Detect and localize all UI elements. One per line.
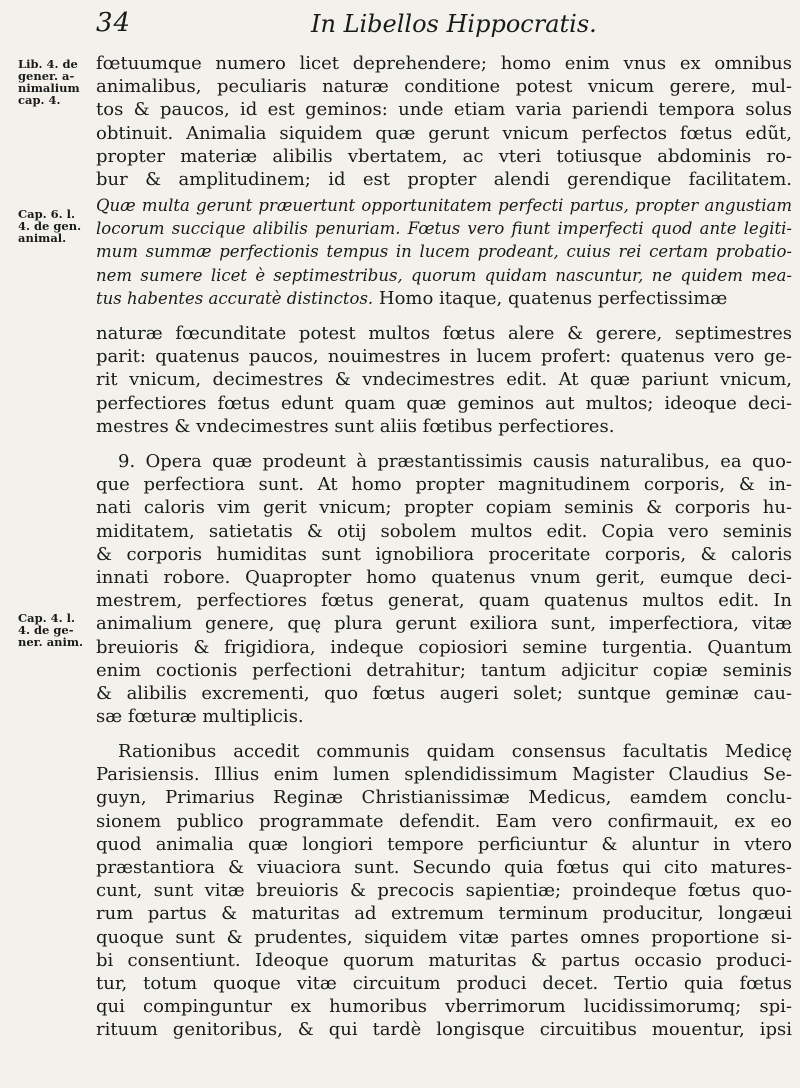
text-line: tos & paucos, id est geminos: unde etiam varia pariendi tempora solus bbox=[96, 99, 792, 121]
paragraph bbox=[96, 740, 792, 1042]
text-line: nem sumere licet è septimestribus, quorum quidam nascuntur, ne quidem mea- bbox=[96, 265, 792, 285]
margin-note: Cap. 4. l. 4. de ge- ner. anim. bbox=[18, 611, 84, 649]
page-header bbox=[96, 6, 780, 46]
page-number: 34 bbox=[96, 8, 132, 38]
text-line: bur & amplitudinem; id est propter alendi gerendique facilitatem. bbox=[96, 169, 792, 191]
text-line: mestrem, perfectiores fœtus generat, quam quatenus multos edit. In bbox=[96, 590, 792, 612]
text-line: mum summæ perfectionis tempus in lucem prodeant, cuius rei certam probatio- bbox=[96, 242, 792, 262]
text-line: locorum succique alibilis penuriam. Fœtus vero fiunt imperfecti quod ante legiti- bbox=[96, 219, 792, 239]
text-line: parit: quatenus paucos, nouimestres in lucem profert: quatenus vero ge- bbox=[96, 346, 792, 368]
text-line: qui compinguntur ex humoribus vberrimorum lucidissimorumq; spi- bbox=[96, 996, 792, 1018]
text-line: miditatem, satietatis & otij sobolem multos edit. Copia vero seminis bbox=[96, 520, 792, 542]
text-line: breuioris & frigidiora, indeque copiosiori semine turgentia. Quantum bbox=[96, 636, 792, 658]
paragraph bbox=[96, 322, 792, 438]
text-line: & alibilis excrementi, quo fœtus augeri solet; suntque geminæ cau- bbox=[96, 683, 792, 705]
text-line: sionem publico programmate defendit. Eam vero confirmauit, ex eo bbox=[96, 810, 792, 832]
text-line: perfectiores fœtus edunt quam quæ geminos aut multos; ideoque deci- bbox=[96, 392, 792, 414]
text-line: Parisiensis. Illius enim lumen splendidissimum Magister Claudius Se- bbox=[96, 764, 792, 786]
margin-note: Lib. 4. de gener. a- nimalium cap. 4. bbox=[18, 57, 80, 107]
italic-quotation bbox=[96, 194, 792, 310]
text-line: quoque sunt & prudentes, siquidem vitæ partes omnes proportione si- bbox=[96, 926, 792, 948]
text-line: quod animalia quæ longiori tempore perficiuntur & aluntur in vtero bbox=[96, 833, 792, 855]
text-line: præstantiora & viuaciora sunt. Secundo quia fœtus qui cito matures- bbox=[96, 857, 792, 879]
roman-continuation: Homo itaque, quatenus perfectissimæ bbox=[373, 287, 728, 309]
text-line: fœtuumque numero licet deprehendere; homo enim vnus ex omnibus bbox=[96, 53, 792, 74]
paragraph bbox=[96, 52, 792, 191]
text-line: mestres & vndecimestres sunt aliis fœtibus perfectiores. bbox=[96, 415, 615, 437]
text-line: naturæ fœcunditate potest multos fœtus alere & gerere, septimestres bbox=[96, 323, 792, 344]
text-line: Rationibus accedit communis quidam consensus facultatis Medicę bbox=[118, 741, 792, 762]
text-line bbox=[96, 287, 792, 310]
text-line: rituum genitoribus, & qui tardè longisque circuitibus mouentur, ipsi bbox=[96, 1019, 792, 1041]
text-line: animalibus, peculiaris naturæ conditione potest vnicum gerere, mul- bbox=[96, 76, 792, 98]
text-line: propter materiæ alibilis vbertatem, ac vteri totiusque abdominis ro- bbox=[96, 145, 792, 167]
text-line: tur, totum quoque vitæ circuitum produci decet. Tertio quia fœtus bbox=[96, 973, 792, 995]
text-line: innati robore. Quapropter homo quatenus vnum gerit, eumque deci- bbox=[96, 567, 792, 589]
running-title: In Libellos Hippocratis. bbox=[311, 10, 597, 38]
text-line: bi consentiunt. Ideoque quorum maturitas & partus occasio produci- bbox=[96, 949, 792, 971]
text-line: & corporis humiditas sunt ignobiliora proceritate corporis, & caloris bbox=[96, 543, 792, 565]
text-line: obtinuit. Animalia siquidem quæ gerunt vnicum perfectos fœtus edũt, bbox=[96, 122, 792, 144]
text-line: que perfectiora sunt. At homo propter magnitudinem corporis, & in- bbox=[96, 474, 792, 496]
text-line: rum partus & maturitas ad extremum terminum producitur, longæui bbox=[96, 903, 792, 925]
text-line: guyn, Primarius Reginæ Christianissimæ Medicus, eamdem conclu- bbox=[96, 787, 792, 809]
text-line: enim coctionis perfectioni detrahitur; tantum adjicitur copiæ seminis bbox=[96, 659, 792, 681]
text-line: 9. Opera quæ prodeunt à præstantissimis causis naturalibus, ea quo- bbox=[118, 451, 792, 472]
italic-end: tus habentes accuratè distinctos. bbox=[96, 288, 374, 308]
text-line: rit vnicum, decimestres & vndecimestres edit. At quæ pariunt vnicum, bbox=[96, 369, 792, 391]
text-line: sæ fœturæ multiplicis. bbox=[96, 706, 304, 728]
paragraph-section-9 bbox=[96, 450, 792, 728]
margin-note: Cap. 6. l. 4. de gen. animal. bbox=[18, 207, 82, 245]
text-line: nati caloris vim gerit vnicum; propter copiam seminis & corporis hu- bbox=[96, 497, 792, 519]
text-line: cunt, sunt vitæ breuioris & precocis sapientiæ; proindeque fœtus quo- bbox=[96, 880, 792, 902]
text-line: Quæ multa gerunt præuertunt opportunitatem perfecti partus, propter angustiam bbox=[96, 196, 792, 215]
text-line: animalium genere, quę plura gerunt exiliora sunt, imperfectiora, vitæ bbox=[96, 613, 792, 635]
